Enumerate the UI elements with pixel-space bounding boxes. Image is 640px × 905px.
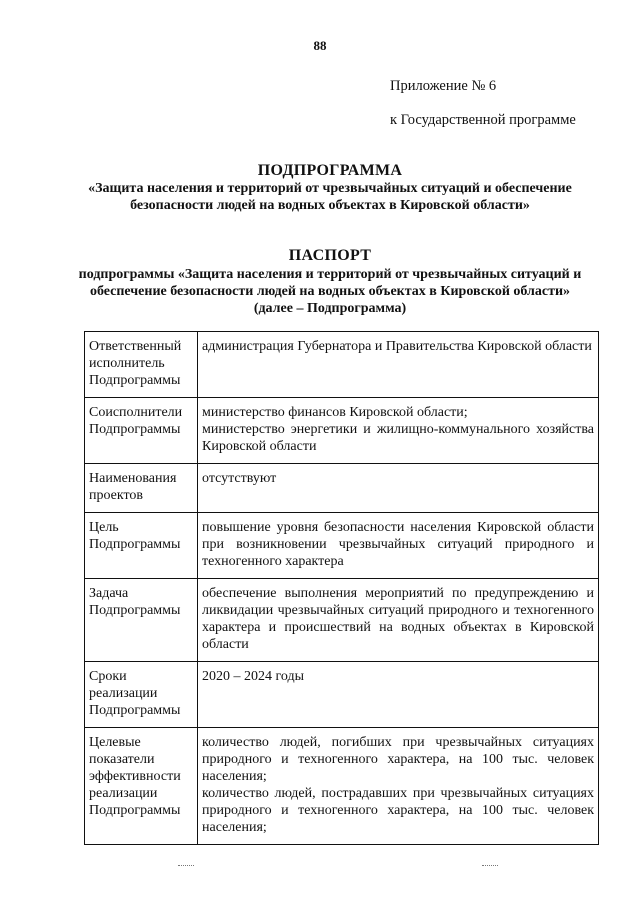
scan-mark [482,865,498,867]
row-value [198,662,599,728]
table-row [85,579,599,662]
table-row [85,662,599,728]
row-value [198,579,599,662]
table-row [85,464,599,513]
row-label: Ответственный исполнитель Подпрограммы [85,332,198,398]
row-value-line: министерство финансов Кировской области; [202,405,468,420]
passport-name: подпрограммы «Защита населения и территорий от чрезвычайных ситуаций и обеспечение безопасности людей на водных объектах в Кировской области» (далее – Подпрограмма) [78,267,582,316]
row-value-line: обеспечение выполнения мероприятий по предупреждению и ликвидации чрезвычайных ситуаций природного и техногенного характера и происшествий на водных объектах в Кировской области [202,586,594,652]
table-row [85,513,599,579]
row-value-line: администрация Губернатора и Правительства Кировской области [202,339,592,354]
scan-mark [178,865,194,867]
appendix-number: Приложение № 6 [390,78,497,94]
row-value-line: количество людей, пострадавших при чрезвычайных ситуациях природного и техногенного характера, на 100 тыс. человек населения; [202,786,594,835]
row-label: Задача Подпрограммы [85,579,198,662]
row-label: Цель Подпрограммы [85,513,198,579]
passport-table [84,331,599,845]
row-value-line: 2020 – 2024 годы [202,669,305,684]
appendix-reference: к Государственной программе [390,112,576,128]
row-label: Целевые показатели эффективности реализации Подпрограммы [85,728,198,845]
row-value [198,398,599,464]
passport-heading: ПАСПОРТ [288,247,372,264]
row-value [198,464,599,513]
row-value [198,513,599,579]
row-label: Сроки реализации Подпрограммы [85,662,198,728]
table-row [85,332,599,398]
row-value [198,728,599,845]
table-row [85,728,599,845]
table-row [85,398,599,464]
row-value [198,332,599,398]
row-label: Соисполнители Подпрограммы [85,398,198,464]
subprogram-name: «Защита населения и территорий от чрезвычайных ситуаций и обеспечение безопасности людей на водных объектах в Кировской области» [88,181,572,213]
row-label: Наименования проектов [85,464,198,513]
subprogram-heading: ПОДПРОГРАММА [257,162,403,179]
row-value-line: отсутствуют [202,471,277,486]
row-value-line: повышение уровня безопасности населения Кировской области при возникновении чрезвычайных ситуаций природного и техногенного характера [202,520,594,569]
page-number: 88 [313,38,327,53]
row-value-line: министерство энергетики и жилищно-коммунального хозяйства Кировской области [202,422,594,454]
row-value-line: количество людей, погибших при чрезвычайных ситуациях природного и техногенного характера, на 100 тыс. человек населения; [202,735,594,784]
